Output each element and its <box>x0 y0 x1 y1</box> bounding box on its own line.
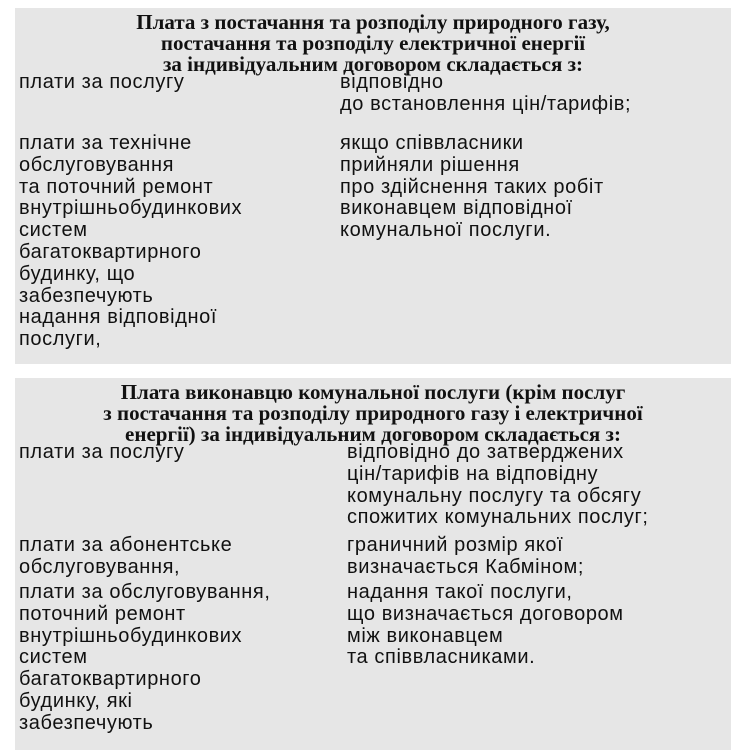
payment-component: плати за послугу <box>19 71 185 93</box>
payment-condition: відповідно до затверджених цін/тарифів на відповідну комунальну послугу та обсягу спожитих комунальних послуг; <box>347 441 649 529</box>
title-line: Плата з постачання та розподілу природного газу, <box>136 10 610 34</box>
payment-condition: граничний розмір якої визначається Кабміном; <box>347 534 585 578</box>
payment-component: плати за абонентське обслуговування, <box>19 534 233 578</box>
payment-component: плати за послугу <box>19 441 185 463</box>
payment-condition: якщо співвласники прийняли рішення про здійснення таких робіт виконавцем відповідної комунальної послуги. <box>340 132 604 242</box>
section-title <box>15 378 731 445</box>
payment-component: плати за технічне обслуговування та поточний ремонт внутрішньобудинкових систем багатоквартирного будинку, що забезпечують надання відповідної послуги, <box>19 132 243 351</box>
payment-component: плати за обслуговування, поточний ремонт внутрішньобудинкових систем багатоквартирного будинку, які забезпечують <box>19 581 271 734</box>
payment-condition: надання такої послуги, що визначається договором між виконавцем та співвласниками. <box>347 581 624 669</box>
title-line: постачання та розподілу електричної енергії <box>160 31 586 55</box>
utility-provider-payment-section <box>15 378 731 750</box>
gas-electricity-payment-section <box>15 8 731 364</box>
title-line: енергії) за індивідуальним договором складається з: <box>125 422 621 446</box>
payment-condition: відповідно до встановлення цін/тарифів; <box>340 71 632 115</box>
title-line: Плата виконавцю комунальної послуги (крім послуг <box>120 380 626 404</box>
title-line: з постачання та розподілу природного газу і електричної <box>103 401 643 425</box>
title-line: за індивідуальним договором складається з: <box>162 52 584 76</box>
section-title <box>15 8 731 75</box>
